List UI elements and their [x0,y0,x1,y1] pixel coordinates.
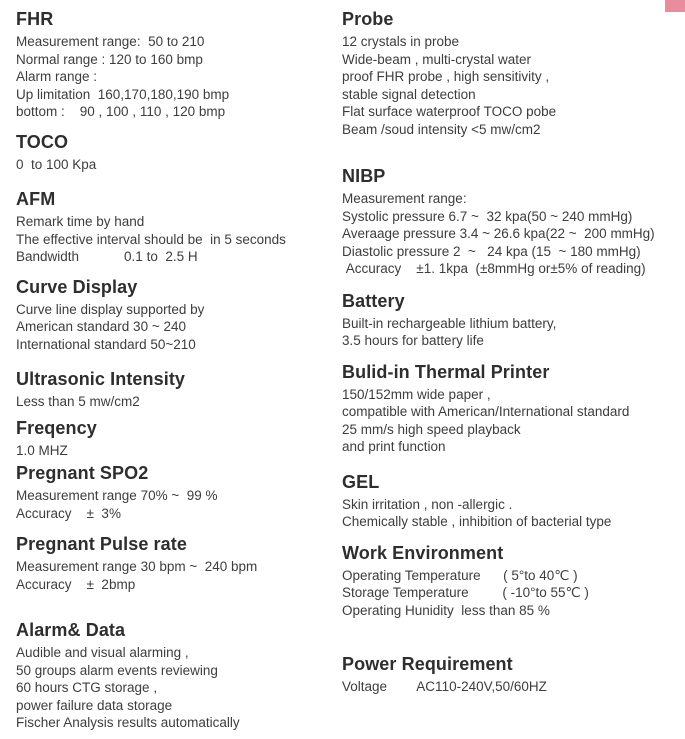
spec-line: 60 hours CTG storage , [16,680,158,695]
spec-line: Curve line display supported by [16,301,205,317]
section-pregnant-pulse-rate [16,533,338,593]
section-title: Alarm& Data [16,620,126,640]
spec-line: Operating Hunidity less than 85 % [342,602,550,618]
section-title: Work Environment [342,542,504,563]
spec-line: and print function [342,439,446,454]
section-title: Curve Display [16,276,138,297]
spec-line: The effective interval should be in 5 seconds [16,231,286,247]
spec-line: Up limitation 160,170,180,190 bmp [16,86,230,102]
spec-line: Beam /soud intensity <5 mw/cm2 [342,121,541,137]
column-left [16,8,338,732]
spec-line: bottom : 90 , 100 , 110 , 120 bmp [16,104,226,119]
spec-line: Built-in rechargeable lithium battery, [342,315,557,331]
spec-line: 1.0 MHZ [16,442,68,458]
spec-line: Operating Temperature ( 5°to 40℃ ) [342,567,578,583]
section-probe [342,8,682,138]
section-title: NIBP [342,166,386,186]
spec-line: Diastolic pressure 2 ~ 24 kpa (15 ~ 180 mmHg) [342,243,641,259]
spec-line: Measurement range: 50 to 210 [16,34,205,49]
spec-line: Alarm range : [16,69,98,84]
spec-line: American standard 30 ~ 240 [16,319,186,334]
spec-line: compatible with American/International standard [342,404,630,419]
spec-line: Systolic pressure 6.7 ~ 32 kpa(50 ~ 240 mmHg) [342,208,633,224]
section-title: Pregnant SPO2 [16,463,149,483]
section-title: Probe [342,9,394,29]
section-battery [342,290,682,350]
section-work-environment [342,542,682,620]
section-title: Ultrasonic Intensity [16,369,186,389]
spec-line: Wide-beam , multi-crystal water [342,51,532,67]
spec-line: Skin irritation , non -allergic . [342,496,513,512]
spec-line: Accuracy ±1. 1kpa (±8mmHg or±5% of reading) [342,261,646,276]
section-title: FHR [16,9,54,29]
spec-line: Normal range : 120 to 160 bmp [16,51,203,67]
section-freqency [16,417,338,460]
spec-line: Averaage pressure 3.4 ~ 26.6 kpa(22 ~ 200 mmHg) [342,226,655,241]
spec-line: Measurement range 30 bpm ~ 240 bpm [16,559,258,574]
section-title: GEL [342,471,380,492]
section-afm [16,188,338,266]
section-toco [16,131,338,174]
spec-line: 12 crystals in probe [342,34,460,49]
spec-line: International standard 50~210 [16,336,196,352]
section-pregnant-spo2 [16,462,338,522]
spec-line: Less than 5 mw/cm2 [16,394,140,409]
spec-line: 50 groups alarm events reviewing [16,662,218,678]
spec-line: Remark time by hand [16,214,145,229]
section-power-requirement [342,653,682,696]
spec-line: Audible and visual alarming , [16,645,189,660]
section-nibp [342,165,682,278]
section-title: Power Requirement [342,654,513,674]
spec-line: 0 to 100 Kpa [16,156,97,172]
section-curve-display [16,276,338,354]
section-gel [342,471,682,531]
section-title: AFM [16,189,56,209]
section-title: Battery [342,290,405,311]
section-title: Pregnant Pulse rate [16,534,187,554]
spec-line: Measurement range: [342,191,467,206]
spec-line: stable signal detection [342,86,476,102]
spec-line: Flat surface waterproof TOCO pobe [342,104,557,119]
spec-line: power failure data storage [16,697,173,713]
section-alarm-data [16,619,338,732]
section-title: Freqency [16,417,97,438]
spec-line: Accuracy ± 2bmp [16,576,136,592]
section-thermal-printer [342,361,682,456]
spec-line: 150/152mm wide paper , [342,386,491,402]
section-ultrasonic-intensity [16,368,338,411]
spec-line: proof FHR probe , high sensitivity , [342,69,550,84]
section-fhr [16,8,338,121]
spec-line: 3.5 hours for battery life [342,333,484,348]
spec-line: Bandwidth 0.1 to 2.5 H [16,249,198,264]
spec-line: Storage Temperature ( -10°to 55℃ ) [342,585,589,600]
spec-line: Chemically stable , inhibition of bacterial type [342,514,612,529]
section-title: Bulid-in Thermal Printer [342,361,550,382]
spec-line: Measurement range 70% ~ 99 % [16,488,218,503]
spec-line: Accuracy ± 3% [16,505,121,521]
spec-line: 25 mm/s high speed playback [342,421,521,437]
spec-line: Fischer Analysis results automatically [16,715,240,730]
spec-line: Voltage AC110-240V,50/60HZ [342,679,547,694]
column-right [342,8,682,696]
section-title: TOCO [16,131,69,152]
